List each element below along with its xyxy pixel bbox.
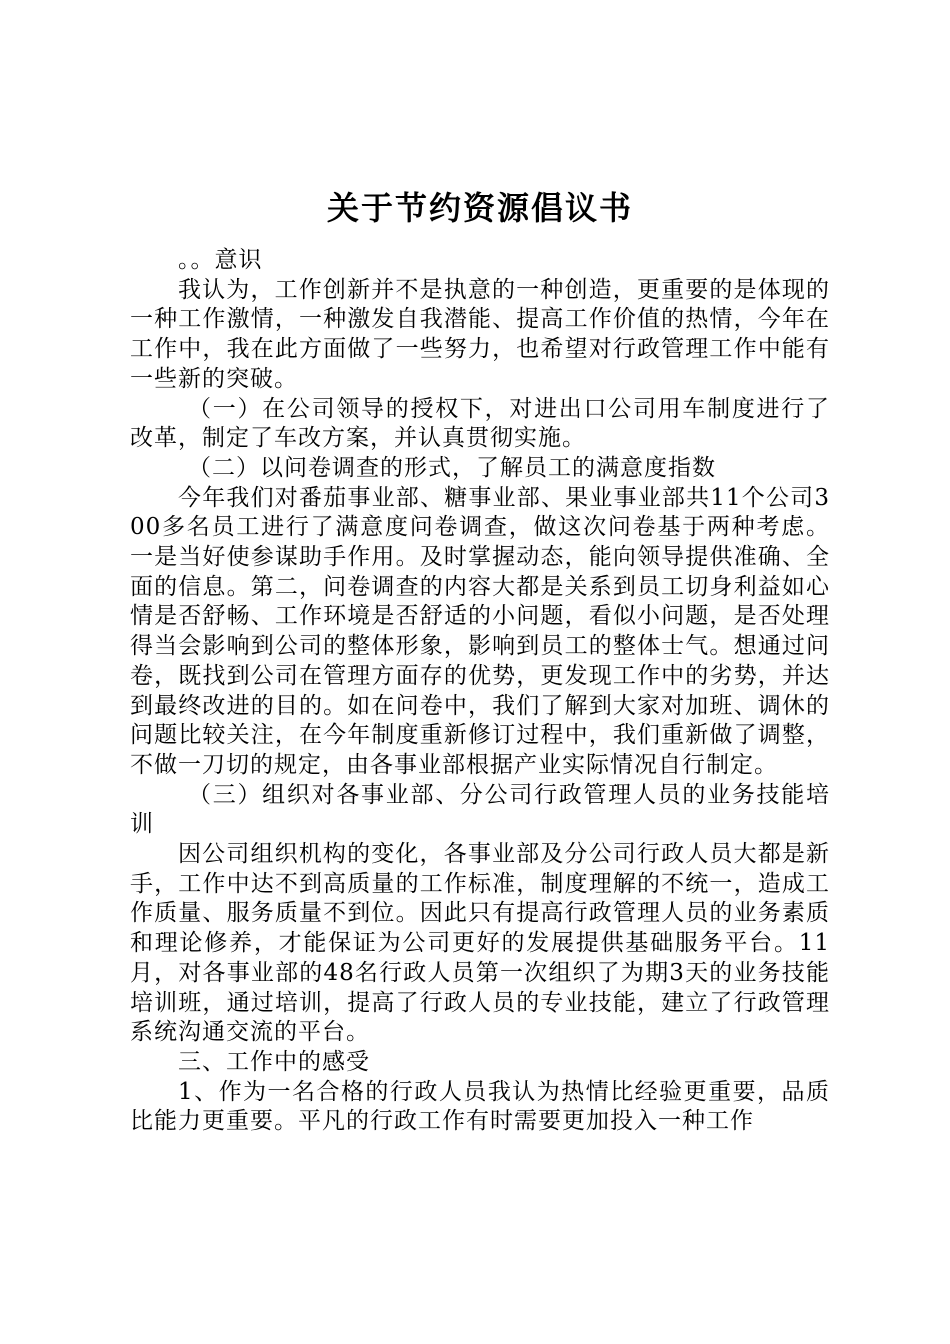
document-title: 关于节约资源倡议书 (326, 189, 633, 227)
paragraph-consciousness: 。。意识 (178, 247, 263, 273)
document-page (130, 180, 830, 1137)
paragraph-training: 因公司组织机构的变化，各事业部及分公司行政人员大都是新手，工作中达不到高质量的工作标准，制度理解的不统一，造成工作质量、服务质量不到位。因此只有提高行政管理人员的业务素质和理论修养，才能保证为公司更好的发展提供基础服务平台。11月，对各事业部的48名行政人员第一次组织了为期3天的业务技能培训班，通过培训，提高了行政人员的专业技能，建立了行政管理系统沟通交流的平台。 (130, 841, 830, 1046)
section-heading-feelings: 三、工作中的感受 (178, 1048, 370, 1075)
paragraph-feeling-one: 1、作为一名合格的行政人员我认为热情比经验更重要，品质比能力更重要。平凡的行政工作有时需要更加投入一种工作 (130, 1078, 830, 1135)
paragraph-item-three: （三）组织对各事业部、分公司行政管理人员的业务技能培训 (130, 781, 830, 838)
paragraph-item-one: （一）在公司领导的授权下，对进出口公司用车制度进行了改革，制定了车改方案，并认真贯彻实施。 (130, 395, 830, 452)
paragraph-innovation: 我认为，工作创新并不是执意的一种创造，更重要的是体现的一种工作激情，一种激发自我潜能、提高工作价值的热情，今年在工作中，我在此方面做了一些努力，也希望对行政管理工作中能有一些新的突破。 (130, 276, 830, 392)
paragraph-survey: 今年我们对番茄事业部、糖事业部、果业事业部共11个公司300多名员工进行了满意度问卷调查，做这次问卷基于两种考虑。一是当好使参谋助手作用。及时掌握动态，能向领导提供准确、全面的信息。第二，问卷调查的内容大都是关系到员工切身利益如心情是否舒畅、工作环境是否舒适的小问题，看似小问题，是否处理得当会影响到公司的整体形象，影响到员工的整体士气。想通过问卷，既找到公司在管理方面存的优势，更发现工作中的劣势，并达到最终改进的目的。如在问卷中，我们了解到大家对加班、调休的问题比较关注，在今年制度重新修订过程中，我们重新做了调整，不做一刀切的规定，由各事业部根据产业实际情况自行制定。 (130, 484, 830, 778)
paragraph-item-two: （二）以问卷调查的形式，了解员工的满意度指数 (188, 454, 716, 481)
